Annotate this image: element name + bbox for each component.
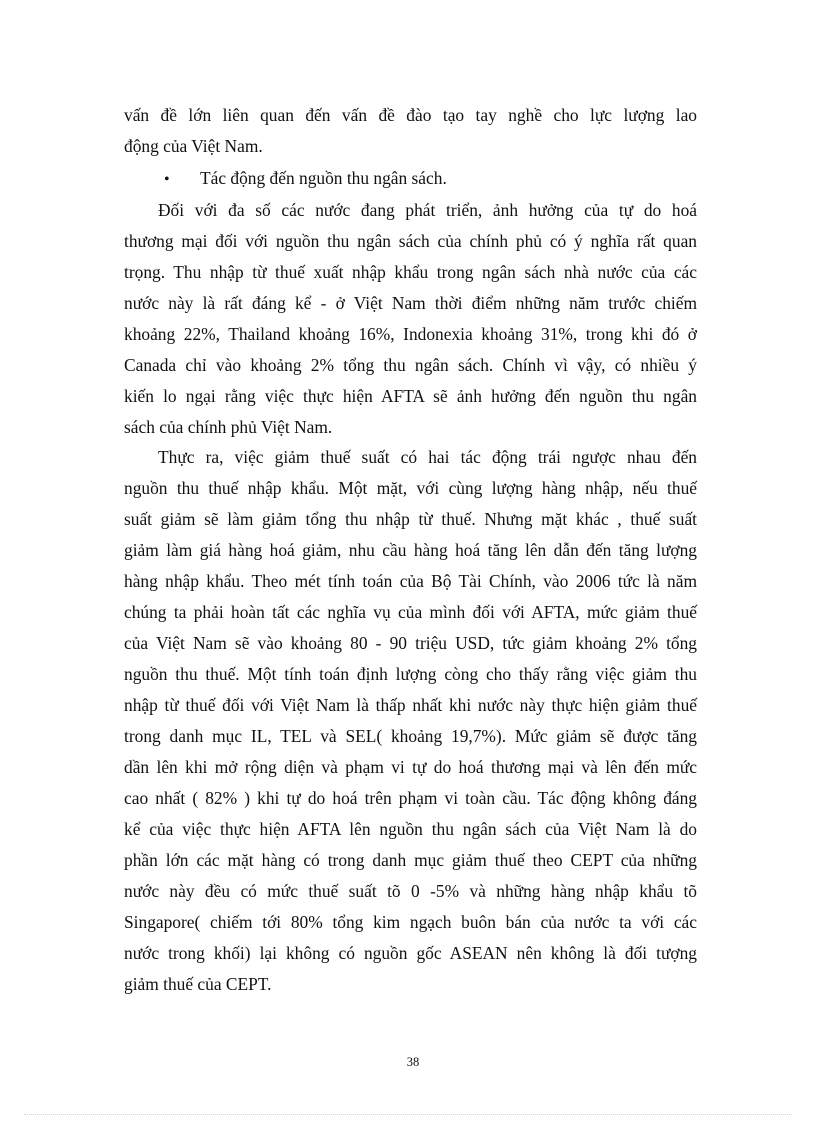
paragraph-line: nước này đều có mức thuế suất tõ 0 -5% và những hàng nhập khẩu tõ — [124, 881, 697, 901]
paragraph-line: chúng ta phải hoàn tất các nghĩa vụ của mình đối với AFTA, mức giảm thuế — [124, 602, 697, 622]
paragraph-line: dần lên khi mở rộng diện và phạm vi tự do hoá thương mại và lên đến mức — [124, 757, 697, 777]
paragraph-line: Singapore( chiếm tới 80% tổng kim ngạch buôn bán của nước ta với các — [124, 912, 697, 932]
paragraph-line: khoảng 22%, Thailand khoảng 16%, Indonexia khoảng 31%, trong khi đó ở — [124, 324, 697, 344]
paragraph-line: Thực ra, việc giảm thuế suất có hai tác động trái ngược nhau đến — [158, 447, 697, 467]
page-number: 38 — [406, 1055, 420, 1069]
paragraph-line: phần lớn các mặt hàng có trong danh mục giảm thuế theo CEPT của những — [124, 850, 697, 870]
paragraph-line: trong danh mục IL, TEL và SEL( khoảng 19,7%). Mức giảm sẽ được tăng — [124, 726, 697, 746]
paragraph-line: kiến lo ngại rằng việc thực hiện AFTA sẽ ảnh hưởng đến nguồn thu ngân — [124, 386, 697, 406]
paragraph-line: giảm làm giá hàng hoá giảm, nhu cầu hàng hoá tăng lên dẫn đến tăng lượng — [124, 540, 697, 560]
paragraph-line: hàng nhập khẩu. Theo mét tính toán của Bộ Tài Chính, vào 2006 tức là năm — [124, 571, 697, 591]
bullet-item — [164, 163, 447, 194]
paragraph-line: vấn đề lớn liên quan đến vấn đề đào tạo tay nghề cho lực lượng lao — [124, 105, 697, 125]
paragraph-line: nguồn thu thuế nhập khẩu. Một mặt, với cùng lượng hàng nhập, nếu thuế — [124, 478, 697, 498]
paragraph-line: giảm thuế của CEPT. — [124, 974, 272, 994]
paragraph-line: nguồn thu thuế. Một tính toán định lượng còng cho thấy rằng việc giảm thu — [124, 664, 697, 684]
paragraph-line: nước trong khối) lại không có nguồn gốc ASEAN nên không là đối tượng — [124, 943, 697, 963]
paragraph-line: thương mại đối với nguồn thu ngân sách của chính phủ có ý nghĩa rất quan — [124, 231, 697, 251]
bullet-icon: • — [164, 171, 170, 188]
paragraph-line: cao nhất ( 82% ) khi tự do hoá trên phạm vi toàn cầu. Tác động không đáng — [124, 788, 697, 808]
paragraph-line: Canada chỉ vào khoảng 2% tổng thu ngân sách. Chính vì vậy, có nhiều ý — [124, 355, 697, 375]
bullet-text: Tác động đến nguồn thu ngân sách. — [200, 168, 447, 188]
paragraph-line: nhập từ thuế đối với Việt Nam là thấp nhất khi nước này thực hiện giảm thuế — [124, 695, 697, 715]
paragraph-line: Đối với đa số các nước đang phát triển, ảnh hưởng của tự do hoá — [158, 200, 697, 220]
paragraph-line: sách của chính phủ Việt Nam. — [124, 417, 333, 437]
paragraph-line: trọng. Thu nhập từ thuế xuất nhập khẩu trong ngân sách nhà nước của các — [124, 262, 697, 282]
paragraph-line: của Việt Nam sẽ vào khoảng 80 - 90 triệu USD, tức giảm khoảng 2% tổng — [124, 633, 697, 653]
page-bottom-divider — [24, 1114, 792, 1115]
paragraph-line: suất giảm sẽ làm giảm tổng thu nhập từ thuế. Nhưng mặt khác , thuế suất — [124, 509, 697, 529]
paragraph-line: động của Việt Nam. — [124, 136, 263, 156]
paragraph-line: kể của việc thực hiện AFTA lên nguồn thu ngân sách của Việt Nam là do — [124, 819, 697, 839]
paragraph-line: nước này là rất đáng kể - ở Việt Nam thời điểm những năm trước chiếm — [124, 293, 697, 313]
